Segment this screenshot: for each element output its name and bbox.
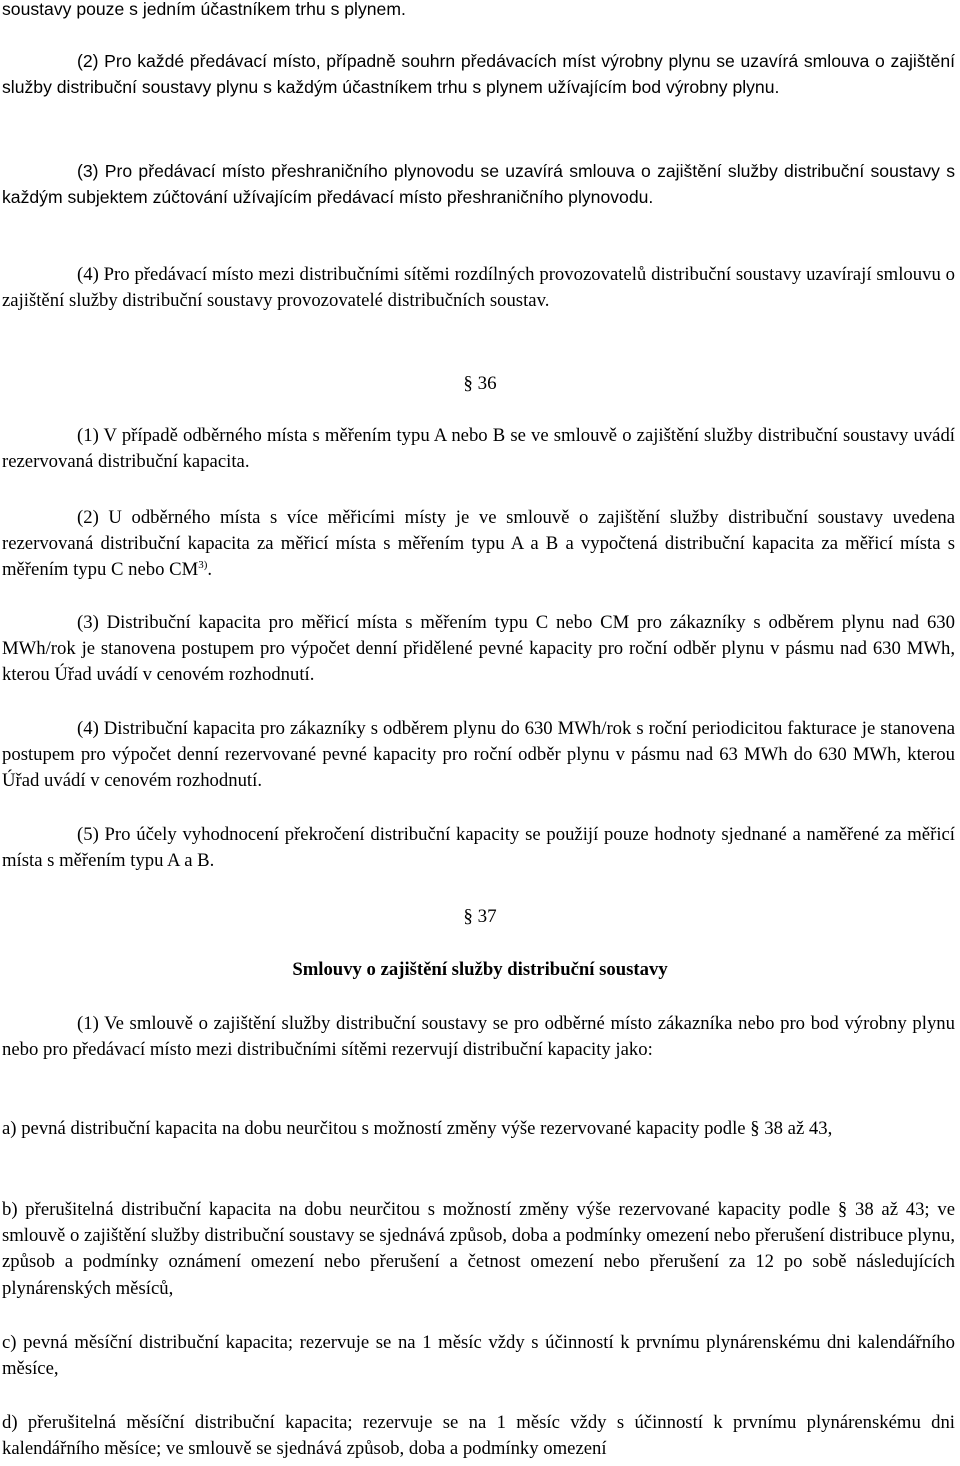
s37-item-c: c) pevná měsíční distribuční kapacita; rezervuje se na 1 měsíc vždy s účinností k prvnímu plynárenskému dni kalendářního měsíce,	[2, 1332, 955, 1380]
s36-paragraph-3: (3) Distribuční kapacita pro měřicí místa s měřením typu C nebo CM pro zákazníky s odběrem plynu nad 630 MWh/rok je stanovena postupem pro výpočet denní přidělené pevné kapacity pro roční odběr plynu v pásmu nad 630 MWh, kterou Úřad uvádí v cenovém rozhodnutí.	[2, 612, 955, 686]
s35-paragraph-2: (2) Pro každé předávací místo, případně souhrn předávacích míst výrobny plynu se uzavírá smlouva o zajištění služby distribuční soustavy plynu s každým účastníkem trhu s plynem užívajícím bod výrobny plynu.	[2, 51, 955, 98]
s36-paragraph-5: (5) Pro účely vyhodnocení překročení distribuční kapacity se použijí pouze hodnoty sjednané a naměřené za měřicí místa s měřením typu A a B.	[2, 824, 955, 872]
s37-item-b: b) přerušitelná distribuční kapacita na dobu neurčitou s možností změny výše rezervované kapacity podle § 38 až 43; ve smlouvě o zajištění služby distribuční soustavy se sjednává způsob, doba a podmínky omezení nebo přerušení distribuce plynu, způsob a podmínky oznámení omezení nebo přerušení a četnost omezení nebo přerušení za 12 po sobě následujících plynárenských měsíců,	[2, 1199, 955, 1299]
footnote-ref: 3)	[198, 559, 208, 572]
s36-paragraph-2	[2, 505, 955, 584]
top-line: soustavy pouze s jedním účastníkem trhu s plynem.	[2, 0, 406, 19]
section-37-mark: § 37	[463, 906, 497, 927]
s36-paragraph-1: (1) V případě odběrného místa s měřením typu A nebo B se ve smlouvě o zajištění služby distribuční soustavy uvádí rezervovaná distribuční kapacita.	[2, 425, 955, 473]
s37-paragraph-1: (1) Ve smlouvě o zajištění služby distribuční soustavy se pro odběrné místo zákazníka nebo pro bod výrobny plynu nebo pro předávací místo mezi distribučními sítěmi rezervují distribuční kapacity jako:	[2, 1013, 955, 1061]
s35-paragraph-3: (3) Pro předávací místo přeshraničního plynovodu se uzavírá smlouva o zajištění služby distribuční soustavy s každým subjektem zúčtování užívajícím předávací místo přeshraničního plynovodu.	[2, 161, 955, 208]
s36-paragraph-4: (4) Distribuční kapacita pro zákazníky s odběrem plynu do 630 MWh/rok s roční periodicitou fakturace je stanovena postupem pro výpočet denní rezervované pevné kapacity pro roční odběr plynu v pásmu nad 63 MWh do 630 MWh, kterou Úřad uvádí v cenovém rozhodnutí.	[2, 718, 955, 792]
s37-item-a: a) pevná distribuční kapacita na dobu neurčitou s možností změny výše rezervované kapacity podle § 38 až 43,	[2, 1118, 833, 1139]
s36-paragraph-2-text: (2) U odběrného místa s více měřicími místy je ve smlouvě o zajištění služby distribuční soustavy uvedena rezervovaná distribuční kapacita za měřicí místa s měřením typu A a B a vypočtená distribuční kapacita za měřicí místa s měřením typu C nebo CM	[2, 507, 955, 581]
section-37-heading: Smlouvy o zajištění služby distribuční soustavy	[292, 959, 668, 980]
section-36-mark: § 36	[463, 373, 497, 394]
s37-item-d: d) přerušitelná měsíční distribuční kapacita; rezervuje se na 1 měsíc vždy s účinností k prvnímu plynárenskému dni kalendářního měsíce; ve smlouvě se sjednává způsob, doba a podmínky omezení	[2, 1412, 955, 1460]
s35-paragraph-4: (4) Pro předávací místo mezi distribučními sítěmi rozdílných provozovatelů distribuční soustavy uzavírají smlouvu o zajištění služby distribuční soustavy provozovatelé distribučních soustav.	[2, 264, 955, 312]
s36-paragraph-2-end: .	[207, 559, 213, 581]
